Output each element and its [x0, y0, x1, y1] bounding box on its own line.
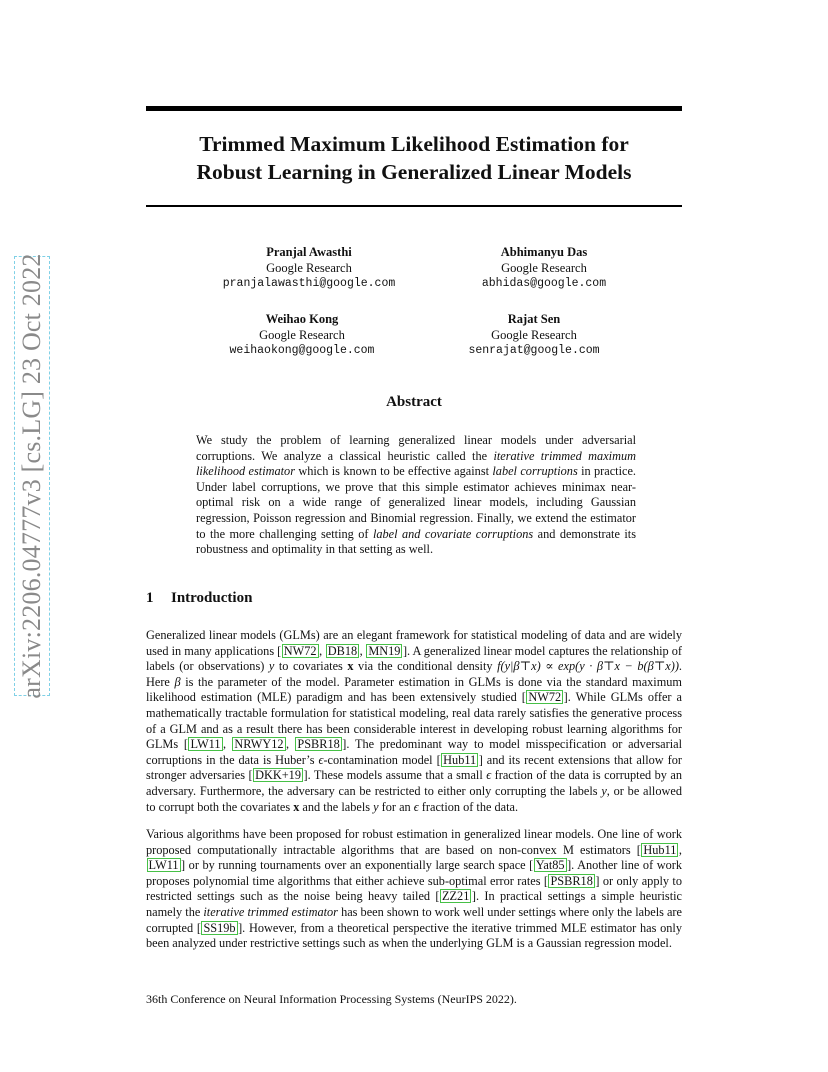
text: ] or only apply to restricted settings such as the noise being heavy tailed [	[146, 873, 682, 904]
citation-link[interactable]: PSBR18	[550, 873, 593, 888]
text: ]. While GLMs offer a mathematically tractable formulation for statistical modeling, real data rarely satisfies the generative process of a GLM and as a result there has been considerable interest in developing robust learning algorithms for GLMs [	[146, 690, 682, 752]
math-symbol: ϵ	[413, 799, 419, 814]
abstract-emphasis: label and covariate corruptions	[372, 526, 534, 541]
math-symbol: y	[268, 659, 275, 674]
citation-link[interactable]: SS19b	[203, 920, 236, 935]
citation-link[interactable]: ZZ21	[442, 889, 470, 904]
text: and the labels	[299, 799, 374, 814]
citation-link[interactable]: LW11	[190, 737, 221, 752]
arxiv-sidebar-link[interactable]	[14, 253, 50, 699]
density-formula: f(y|β⊤x) ∝ exp(y · β⊤x − b(β⊤x))	[497, 659, 679, 674]
text: ]. The predominant way to model misspecification or adversarial corruptions in the data is Huber’s	[146, 737, 683, 767]
author-email-link[interactable]: weihaokong@google.com	[229, 344, 375, 357]
abstract-emphasis: label corruptions	[492, 464, 578, 479]
citation-link[interactable]: NW72	[283, 643, 317, 658]
conference-footer: 36th Conference on Neural Information Processing Systems (NeurIPS 2022).	[146, 992, 517, 1006]
abstract-emphasis: iterative trimmed maximum likelihood estimator	[196, 448, 636, 479]
section-number: 1	[146, 590, 154, 606]
math-symbol: y	[601, 783, 607, 798]
section-title: Introduction	[171, 590, 253, 606]
top-rule	[146, 106, 682, 111]
text: fraction of the data.	[418, 799, 519, 814]
author-block	[434, 311, 634, 359]
citation-link[interactable]: NRWY12	[234, 737, 284, 752]
author-affiliation: Google Research	[259, 328, 345, 342]
author-name: Rajat Sen	[507, 312, 561, 326]
citation-link[interactable]: LW11	[148, 858, 179, 873]
abstract-heading: Abstract	[386, 394, 442, 410]
author-affiliation: Google Research	[266, 261, 352, 275]
author-email-link[interactable]: pranjalawasthi@google.com	[222, 277, 396, 290]
text: ]. However, from a theoretical perspective the iterative trimmed MLE estimator has only been analyzed under restrictive settings such as when the underlying GLM is a Gaussian regression model.	[146, 920, 682, 951]
text: ]. A generalized linear model captures the relationship of labels (or observations)	[146, 643, 682, 674]
author-name: Weihao Kong	[265, 312, 339, 326]
math-symbol: ϵ	[486, 768, 492, 783]
text: via the conditional density	[353, 659, 498, 674]
author-affiliation: Google Research	[501, 261, 587, 275]
text: fraction of the data is corrupted by an adversary. Furthermore, the adversary can be restricted to either only corrupting the labels	[146, 768, 682, 798]
citation-link[interactable]: Hub11	[443, 752, 477, 767]
abstract-text: in practice. Under label corruptions, we prove that this simple estimator achieves minimax near-optimal risk on a wide range of generalized linear models, including Gaussian regression, Poisson regression and Binomial regression. Finally, we extend the estimator to the more challenging setting of	[196, 464, 636, 541]
math-symbol: y	[373, 799, 379, 814]
arxiv-id: arXiv:2206.04777v3 [cs.LG] 23 Oct 2022	[17, 253, 46, 699]
title-line-1: Trimmed Maximum Likelihood Estimation for	[199, 132, 629, 156]
abstract-body	[196, 433, 636, 558]
math-symbol: β	[174, 674, 181, 689]
citation-link[interactable]: DKK+19	[255, 768, 301, 783]
intro-paragraph-2: Various algorithms have been proposed for robust estimation in generalized linear models. One line of work proposed computationally intractable algorithms that are based on non-convex M estimators [ Hub11 , LW11 ] or by running tournaments over an exponentially large search space [ Yat85 ]. Another line of work proposes polynomial time algorithms that either achieve sub-optimal error rates [ PSBR18 ] or only apply to restricted settings such as the noise being heavy tailed [ ZZ21 ]. In practical settings a simple heuristic namely the iterative trimmed estimator has been shown to work well under settings where only the labels are corrupted [ SS19b ]. However, from a theoretical perspective the iterative trimmed MLE estimator has only been analyzed under restrictive settings such as when the underlying GLM is a Gaussian regression model.	[146, 827, 682, 951]
section-heading	[146, 590, 252, 607]
author-email-link[interactable]: abhidas@google.com	[481, 277, 607, 290]
author-email-link[interactable]: senrajat@google.com	[468, 344, 600, 357]
abstract-text: which is known to be effective against	[295, 464, 493, 479]
text: ]. Another line of work proposes polynomial time algorithms that either achieve sub-optimal error rates [	[146, 858, 682, 888]
text: -contamination model [	[323, 752, 441, 767]
citation-link[interactable]: PSBR18	[297, 737, 340, 752]
author-block	[209, 244, 409, 292]
author-name: Abhimanyu Das	[500, 245, 588, 259]
text: ]. In practical settings a simple heuristic namely the	[146, 889, 682, 919]
emphasis: iterative trimmed estimator	[203, 904, 338, 919]
intro-paragraph-1: Generalized linear models (GLMs) are an elegant framework for statistical modeling of data and are widely used in many applications [ NW72 , DB18 , MN19 ]. A generalized linear model captures the relationship of labels (or observations) y to covariates x via the conditional density f(y|β⊤x) ∝ exp(y · β⊤x − b(β⊤x)). Here β is the parameter of the model. Parameter estimation in GLMs is done via the standard maximum likelihood estimation (MLE) paradigm and has been extensively studied [ NW72 ]. While GLMs offer a mathematically tractable formulation for statistical modeling, real data rarely satisfies the generative process of a GLM and as a result there has been considerable interest in developing robust learning algorithms for GLMs [ LW11 , NRWY12 , PSBR18 ]. The predominant way to model misspecification or adversarial corruptions in the data is Huber’s ϵ-contamination model [ Hub11 ] and its recent extensions that allow for stronger adversaries [ DKK+19 ]. These models assume that a small ϵ fraction of the data is corrupted by an adversary. Furthermore, the adversary can be restricted to either only corrupting the labels y, or be allowed to corrupt both the covariates x and the labels y for an ϵ fraction of the data.	[146, 628, 683, 814]
author-affiliation: Google Research	[491, 328, 577, 342]
abstract-text: We study the problem of learning generalized linear models under adversarial corruptions. We analyze a classical heuristic called the	[196, 433, 636, 463]
author-name: Pranjal Awasthi	[266, 245, 352, 259]
math-symbol: x	[293, 799, 300, 814]
citation-link[interactable]: Yat85	[535, 858, 565, 873]
text: ] and its recent extensions that allow for stronger adversaries [	[146, 752, 682, 783]
text: is the parameter of the model. Parameter estimation in GLMs is done via the standard maximum likelihood estimation (MLE) paradigm and has been extensively studied [	[146, 674, 682, 705]
text: ]. These models assume that a small	[303, 768, 487, 783]
title-line-2: Robust Learning in Generalized Linear Models	[196, 160, 632, 184]
citation-link[interactable]: NW72	[528, 690, 562, 705]
math-symbol: ϵ	[318, 752, 324, 767]
text: to covariates	[274, 659, 348, 674]
paper-title	[146, 130, 682, 186]
citation-link[interactable]: Hub11	[643, 842, 677, 857]
text: ] or by running tournaments over an exponentially large search space [	[181, 858, 534, 873]
bottom-rule	[146, 205, 682, 207]
author-block	[444, 244, 644, 292]
text: , or be allowed to corrupt both the covariates	[146, 783, 682, 814]
text: Various algorithms have been proposed for robust estimation in generalized linear models. One line of work proposed computationally intractable algorithms that are based on non-convex M estimators [	[146, 827, 682, 857]
text: has been shown to work well under settings where only the labels are corrupted [	[146, 904, 682, 935]
abstract-text: and demonstrate its robustness and optimality in that setting as well.	[196, 526, 636, 557]
math-symbol: x	[347, 659, 354, 674]
citation-link[interactable]: DB18	[327, 643, 358, 658]
text: . Here	[146, 659, 682, 689]
citation-link[interactable]: MN19	[368, 643, 401, 658]
text: for an	[378, 799, 414, 814]
author-block	[202, 311, 402, 359]
text: Generalized linear models (GLMs) are an elegant framework for statistical modeling of data and are widely used in many applications [	[146, 628, 682, 658]
